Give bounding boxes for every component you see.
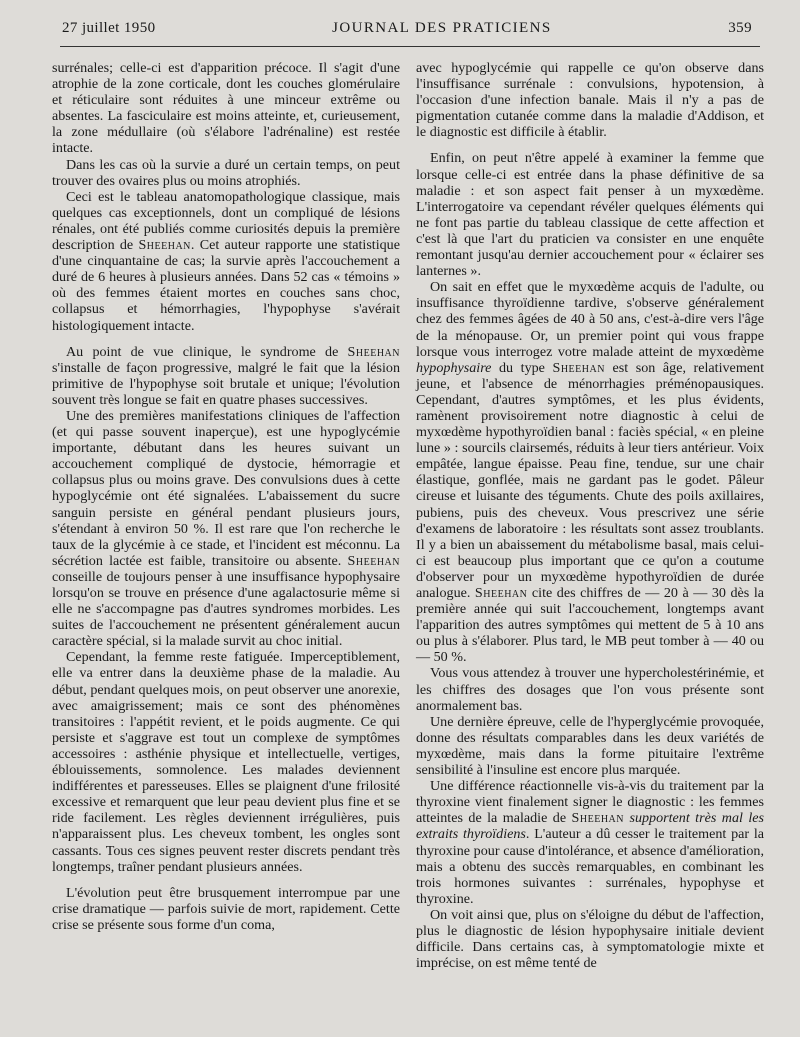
text-run: du type	[491, 359, 553, 376]
paragraph	[416, 778, 764, 907]
text-run: . L'auteur a dû cesser le traitement par la thyroxine pour cause d'intolérance, et absence d'amélioration, mais a obtenu des succès remarquables, en combinant les trois hormones suivantes : surrénales, hypophyse et thyroxine.	[416, 826, 764, 907]
paragraph	[52, 189, 400, 334]
paragraph	[52, 344, 400, 408]
text-run: s'installe de façon progressive, malgré le fait que la lésion primitive de l'hypophyse soit brutale et unique; l'évolution souvent très longue se fait en quatre phases successives.	[52, 359, 400, 408]
paragraph: Enfin, on peut n'être appelé à examiner la femme que lorsque celle-ci est entrée dans la phase définitive de sa maladie : et son aspect fait penser à un myxœdème. L'interrogatoire va cependant révéler quelques éléments qui ne font pas partie du tableau classique de cette affection et c'est là que l'art du praticien va consister en une enquête remontant jusqu'au dernier accouchement pour « éclairer ses lanternes ».	[416, 150, 764, 280]
paragraph: avec hypoglycémie qui rappelle ce qu'on observe dans l'insuffisance surrénale : convulsions, hypotension, à l'occasion d'une infection banale. Mais il n'y a pas de pigmentation cutanée comme dans la maladie d'Addison, et le diagnostic est difficile à établir.	[416, 60, 764, 141]
header-rule	[60, 46, 760, 47]
text-run: Une des premières manifestations cliniques de l'affection (et qui passe souvent inaperçue), est une hypoglycémie importante, débutant dans les heures suivant un accouchement compliqué de dystocie, hémorragie et collapsus plus ou moins grave. Des convulsions dues à cette hypoglycémie ont été signalées. L'abaissement du sucre sanguin persiste en général pendant plusieurs jours, s'étendant à environ 50 %. Il est rare que l'on recherche le taux de la glycémie à ce stade, et l'incident est méconnu. La sécrétion lactée est faible, transitoire ou absente.	[52, 407, 400, 569]
emphasis: supportent très mal les extraits thyroïdiens	[416, 810, 764, 843]
paragraph: surrénales; celle-ci est d'apparition précoce. Il s'agit d'une atrophie de la zone corticale, dont les couches glomérulaire et réticulaire sont réduites à une minceur extrême ou absentes. La fasciculaire est moins atteinte, et, curieusement, la zone médullaire (où s'élabore l'adrénaline) est restée intacte.	[52, 60, 400, 157]
text-run: On sait en effet que le myxœdème acquis de l'adulte, ou insuffisance thyroïdienne tardive, s'observe généralement chez des femmes âgées de 40 à 50 ans, c'est-à-dire vers l'âge de la ménopause. Or, un premier point qui vous frappe lorsque vous interrogez votre malade atteint de myxœdème	[416, 279, 764, 360]
paragraph: Dans les cas où la survie a duré un certain temps, on peut trouver des ovaires plus ou moins atrophiés.	[52, 156, 400, 189]
emphasis: hypophysaire	[416, 359, 492, 376]
text-run: conseille de toujours penser à une insuffisance hypophysaire lorsqu'on se trouve en présence d'une agalactosurie même si elle ne s'accompagne pas d'autres syndromes morbides. Les suites de l'accouchement ne présentent généralement aucun caractère spécial, si la malade survit au choc initial.	[52, 568, 400, 650]
running-header	[62, 20, 752, 42]
author-name: Sheehan	[552, 359, 605, 376]
text-run: cite des chiffres de — 20 à — 30 dès la première année qui suit l'accouchement, longtemps avant l'apparition des autres symptômes qui mettent de 5 à 10 ans ou plus à s'élaborer. Plus tard, le MB peut tomber à — 40 ou — 50 %.	[416, 585, 764, 666]
paragraph: Cependant, la femme reste fatiguée. Imperceptiblement, elle va entrer dans la deuxième phase de la maladie. Au début, pendant quelques mois, on peut observer une anorexie, avec amaigrissement; mais ce sont des phénomènes transitoires : l'appétit revient, et le poids augmente. Ce qui persiste et s'aggrave est tout un complexe de symptômes accessoires : asthénie physique et intellectuelle, vertiges, éblouissements, somnolence. Les malades deviennent indifférentes et paresseuses. Elles se plaignent d'une frilosité excessive et remarquent que leur peau devient plus fine et se ride facilement. Les règles deviennent irrégulières, puis n'apparaissent plus. Les cheveux tombent, les ongles sont cassants. Tous ces signes peuvent rester discrets pendant très longtemps, traîner pendant plusieurs années.	[52, 649, 400, 875]
issue-date: 27 juillet 1950	[62, 20, 156, 36]
paragraph: Vous vous attendez à trouver une hypercholestérinémie, et les chiffres des dosages que l'on vous présente sont anormalement bas.	[416, 665, 764, 714]
left-column	[52, 60, 400, 933]
paragraph: Une dernière épreuve, celle de l'hyperglycémie provoquée, donne des résultats comparables dans les deux variétés de myxœdème, mais dans la forme pituitaire l'extrême sensibilité à l'insuline est encore plus marquée.	[416, 713, 764, 779]
author-name: Sheehan	[347, 552, 400, 569]
text-run: Ceci est le tableau anatomopathologique classique, mais quelques cas exceptionnels, dont un compliqué de lésions rénales, ont été publiés comme curiosités depuis la première description de	[52, 188, 400, 254]
author-name: Sheehan	[138, 237, 191, 254]
text-run: Au point de vue clinique, le syndrome de	[66, 343, 348, 360]
text-run: Une différence réactionnelle vis-à-vis du traitement par la thyroxine vient finalement signer le diagnostic : les femmes atteintes de la maladie de	[416, 778, 764, 827]
journal-title: JOURNAL DES PRATICIENS	[332, 20, 552, 36]
author-name: Sheehan	[571, 810, 624, 827]
paragraph: L'évolution peut être brusquement interrompue par une crise dramatique — parfois suivie de mort, rapidement. Cette crise se présente sous forme d'un coma,	[52, 884, 400, 933]
text-run: . Cet auteur rapporte une statistique d'une cinquantaine de cas; la survie après l'accouchement a duré de 6 heures à plusieurs années. Dans 52 cas « témoins » où des femmes étaient mortes en couches sans choc, collapsus et hémorrhagies, l'hypophyse s'avérait histologiquement intacte.	[52, 237, 400, 334]
paragraph	[416, 279, 764, 665]
paragraph	[52, 408, 400, 649]
right-column	[416, 60, 764, 971]
page-number: 359	[728, 20, 752, 36]
paragraph: On voit ainsi que, plus on s'éloigne du début de l'affection, plus le diagnostic de lésion hypophysaire initiale devient difficile. Dans certains cas, à symptomatologie mixte et imprécise, on est même tenté de	[416, 906, 764, 972]
author-name: Sheehan	[347, 343, 400, 360]
author-name: Sheehan	[474, 585, 528, 601]
text-run: est son âge, relativement jeune, et l'absence de ménorrhagies préménopausiques. Cependant, d'autres symptômes, et les plus évidents, ramènent provisoirement notre diagnostic à celui de myxœdème hypothyroïdien banal : faciès spécial, « en pleine lune » : sourcils clairsemés, réduits à leur tiers antérieur. Voix empâtée, langue épaisse. Peau fine, tendue, sur une chair élastique, gonflée, mais ne gardant pas le godet. Pâleur cireuse et luisante des téguments. Chute des poils axillaires, pubiens, puis des cheveux. Vous prescrivez une série d'examens de laboratoire : les résultats sont assez troublants. Il y a bien un abaissement du métabolisme basal, mais celui-ci est beaucoup plus important que ce qu'on a coutume d'observer pour un myxœdème hypothyroïdien de durée analogue.	[416, 359, 764, 601]
